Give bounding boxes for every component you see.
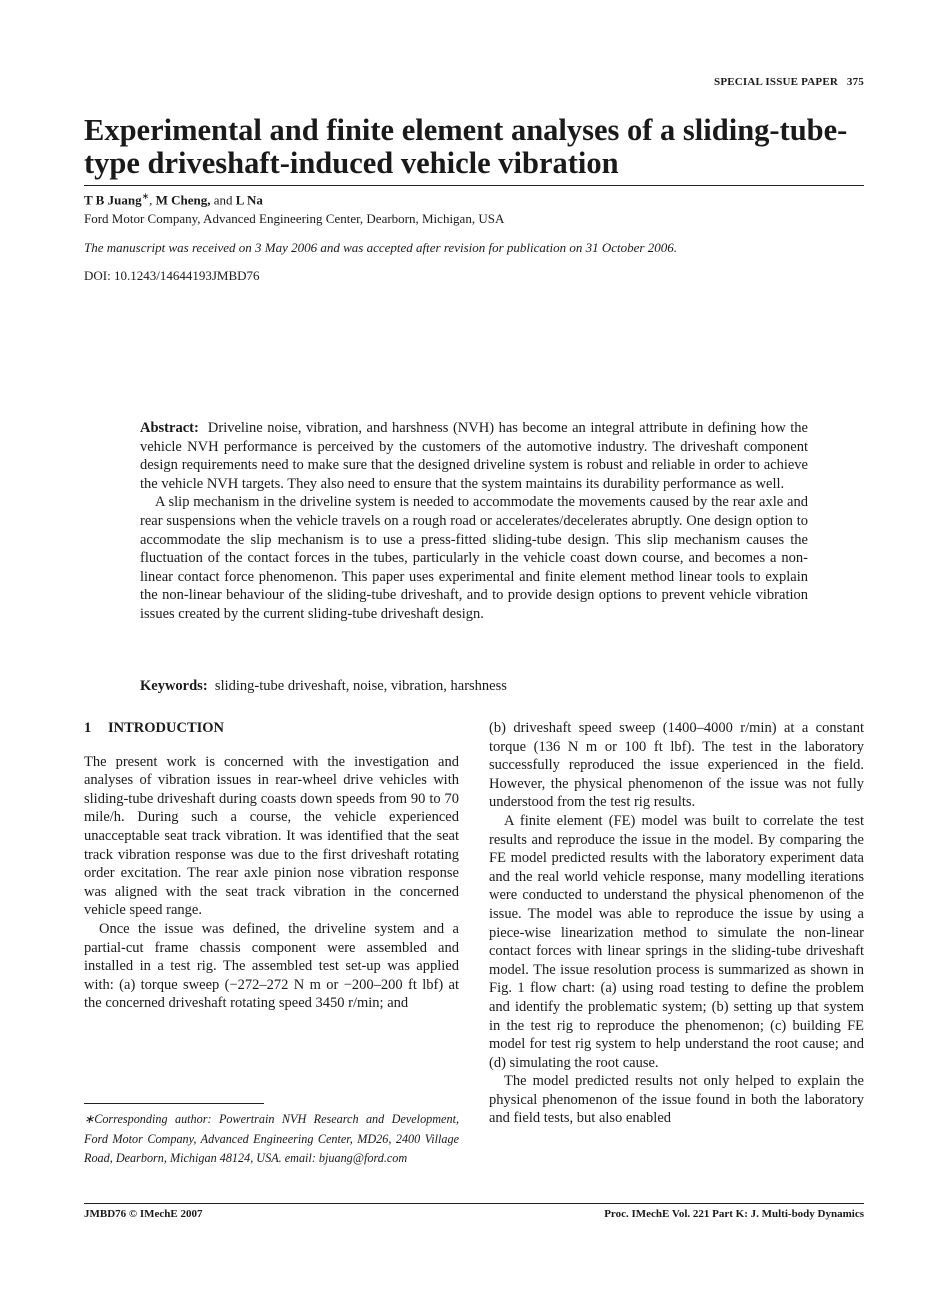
keywords-label: Keywords: bbox=[140, 678, 208, 694]
paper-title: Experimental and finite element analyses of a sliding-tube-type driveshaft-induced vehicle vibration bbox=[84, 113, 848, 180]
right-column bbox=[489, 719, 864, 1128]
section-heading bbox=[84, 719, 459, 738]
intro-paragraph-5: The model predicted results not only helped to explain the physical phenomenon of the issue found in both the laboratory and field tests, but also enabled bbox=[489, 1073, 864, 1127]
keywords-text: sliding-tube driveshaft, noise, vibration, harshness bbox=[214, 678, 507, 694]
affiliation: Ford Motor Company, Advanced Engineering Center, Dearborn, Michigan, USA bbox=[84, 211, 505, 226]
title-divider bbox=[84, 185, 864, 186]
intro-paragraph-3: (b) driveshaft speed sweep (1400–4000 r/min) at a constant torque (136 N m or 100 ft lbf). The test in the laboratory successfully reproduced the issue experienced in the field. However, the physical phenomenon of the issue was not fully understood from the test rig results. bbox=[489, 720, 864, 811]
intro-paragraph-1: The present work is concerned with the investigation and analyses of vibration issues in rear-wheel drive vehicles with sliding-tube driveshaft during coasts down speeds from 90 to 70 mile/h. During such a course, the vehicle experienced unacceptable seat track vibration. It was identified that the seat track vibration response was due to the first driveshaft rotating order excitation. The rear axle pinion nose vibration response was aligned with the seat track vibration in the concerned vehicle speed range. bbox=[84, 753, 459, 919]
abstract-p1-text: Driveline noise, vibration, and harshness (NVH) has become an integral attribute in defining how the vehicle NVH performance is perceived by the customers of the automotive industry. The driveshaft component design requirements need to make sure that the designed driveline system is robust and reliable in order to achieve the vehicle NVH targets. They also need to ensure that the system maintains its durability performance as well. bbox=[140, 420, 808, 492]
running-header bbox=[714, 76, 864, 88]
author-list: T B Juang∗, M Cheng, and L Na bbox=[84, 191, 263, 208]
section-title: INTRODUCTION bbox=[108, 720, 225, 736]
doi[interactable]: DOI: 10.1243/14644193JMBD76 bbox=[84, 268, 260, 283]
page-number: 375 bbox=[846, 76, 864, 88]
section-number: 1 bbox=[84, 720, 92, 736]
abstract-paragraph-1 bbox=[140, 419, 808, 493]
keywords bbox=[140, 678, 507, 695]
left-column bbox=[84, 719, 459, 1013]
author-1: T B Juang bbox=[84, 192, 142, 208]
abstract-paragraph-2: A slip mechanism in the driveline system is needed to accommodate the movements caused by the rear axle and rear suspensions when the vehicle travels on a rough road or accelerates/decelerates abruptly. One design option to accommodate the slip mechanism is to use a press-fitted sliding-tube design. This slip mechanism causes the fluctuation of the contact forces in the tubes, particularly in the vehicle coast down course, and becomes a non-linear contact force phenomenon. This paper uses experimental and finite element method linear tools to explain the non-linear behaviour of the sliding-tube driveshaft, and to provide design options to prevent vehicle vibration issues created by the current sliding-tube driveshaft design. bbox=[140, 494, 808, 622]
received-note: The manuscript was received on 3 May 2006 and was accepted after revision for publication on 31 October 2006. bbox=[84, 240, 677, 255]
author-conjunction: and bbox=[213, 192, 233, 208]
author-2: M Cheng, bbox=[155, 192, 211, 208]
intro-paragraph-4: A finite element (FE) model was built to correlate the test results and reproduce the issue in the model. By comparing the FE model predicted results with the laboratory experiment data and the real world vehicle response, many modelling iterations were conducted to understand the physical phenomenon of the issue. The model was able to reproduce the issue by using a piece-wise linearization method to simulate the non-linear contact forces with linear springs in the sliding-tube driveshaft model. The issue resolution process is summarized as shown in Fig. 1 flow chart: (a) using road testing to define the problem and identify the problematic system; (b) setting up that system in the test rig to reproduce the phenomenon; (c) building FE model for test rig system to help understand the root cause; and (d) simulating the root cause. bbox=[489, 812, 864, 1071]
footer-divider bbox=[84, 1203, 864, 1204]
footnote: ∗Corresponding author: Powertrain NVH Research and Development, Ford Motor Company, Advanced Engineering Center, MD26, 2400 Village Road, Dearborn, Michigan 48124, USA. email: bjuang@ford.com bbox=[84, 1112, 459, 1165]
header-label: SPECIAL ISSUE PAPER bbox=[714, 76, 839, 88]
corresponding-mark: ∗ bbox=[141, 191, 150, 201]
abstract bbox=[140, 419, 808, 624]
footer-left: JMBD76 © IMechE 2007 bbox=[84, 1208, 203, 1220]
intro-paragraph-2: Once the issue was defined, the driveline system and a partial-cut frame chassis component were assembled and installed in a test rig. The assembled test set-up was applied with: (a) torque sweep (−272–272 N m or −200–200 ft lbf) at the concerned driveshaft rotating speed 3450 r/min; and bbox=[84, 920, 459, 1012]
abstract-label: Abstract: bbox=[140, 420, 199, 436]
footer-right: Proc. IMechE Vol. 221 Part K: J. Multi-body Dynamics bbox=[604, 1208, 864, 1220]
footnote-divider bbox=[84, 1103, 264, 1104]
author-3: L Na bbox=[235, 192, 263, 208]
